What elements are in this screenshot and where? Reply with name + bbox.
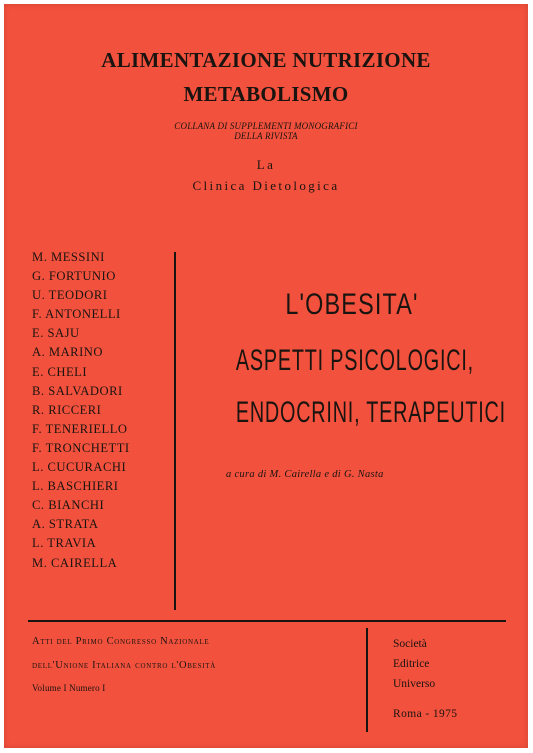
author-name: F. TRONCHETTI: [32, 440, 130, 455]
author-list: [32, 248, 130, 573]
book-title: L'OBESITA': [285, 288, 419, 321]
author-name: E. SAJU: [32, 326, 80, 341]
author-name: R. RICCERI: [32, 402, 102, 417]
congress-line2: dell'Unione Italiana contro l'Obesità: [32, 660, 216, 671]
author-name: L. BASCHIERI: [32, 479, 119, 494]
book-cover: [4, 4, 528, 748]
author-name: E. CHELI: [32, 364, 88, 379]
publisher-line2: Editrice: [393, 658, 430, 670]
journal-name: Clinica Dietologica: [192, 178, 340, 193]
publisher-line3: Universo: [393, 678, 436, 690]
author-name: C. BIANCHI: [32, 498, 105, 513]
author-name: M. CAIRELLA: [32, 555, 118, 570]
vertical-divider: [174, 252, 176, 610]
congress-line1: Atti del Primo Congresso Nazionale: [32, 636, 210, 647]
horizontal-divider: [28, 620, 506, 622]
author-name: B. SALVADORI: [32, 383, 123, 398]
author-name: L. TRAVIA: [32, 536, 97, 551]
volume-number: Volume I Numero I: [32, 683, 106, 693]
collana-line1: COLLANA DI SUPPLEMENTI MONOGRAFICI: [174, 121, 358, 131]
author-name: A. MARINO: [32, 345, 103, 360]
publisher-line1: Società: [393, 638, 427, 650]
author-name: F. TENERIELLO: [32, 421, 128, 436]
journal-article: La: [256, 157, 276, 172]
author-name: M. MESSINI: [32, 250, 105, 264]
series-title-line2: METABOLISMO: [183, 82, 349, 106]
collana-line2: DELLA RIVISTA: [234, 131, 298, 141]
author-name: A. STRATA: [32, 517, 99, 532]
publication-place-year: Roma - 1975: [393, 708, 458, 720]
series-title-line1: ALIMENTAZIONE NUTRIZIONE: [101, 48, 431, 72]
editors-credit: a cura di M. Cairella e di G. Nasta: [226, 469, 384, 480]
author-name: U. TEODORI: [32, 288, 108, 303]
book-subtitle-line1: ASPETTI PSICOLOGICI,: [235, 344, 474, 377]
author-name: F. ANTONELLI: [32, 307, 121, 322]
author-name: L. CUCURACHI: [32, 460, 127, 475]
author-name: G. FORTUNIO: [32, 269, 116, 284]
publisher-divider: [366, 628, 368, 732]
book-subtitle-line2: ENDOCRINI, TERAPEUTICI: [235, 396, 506, 429]
